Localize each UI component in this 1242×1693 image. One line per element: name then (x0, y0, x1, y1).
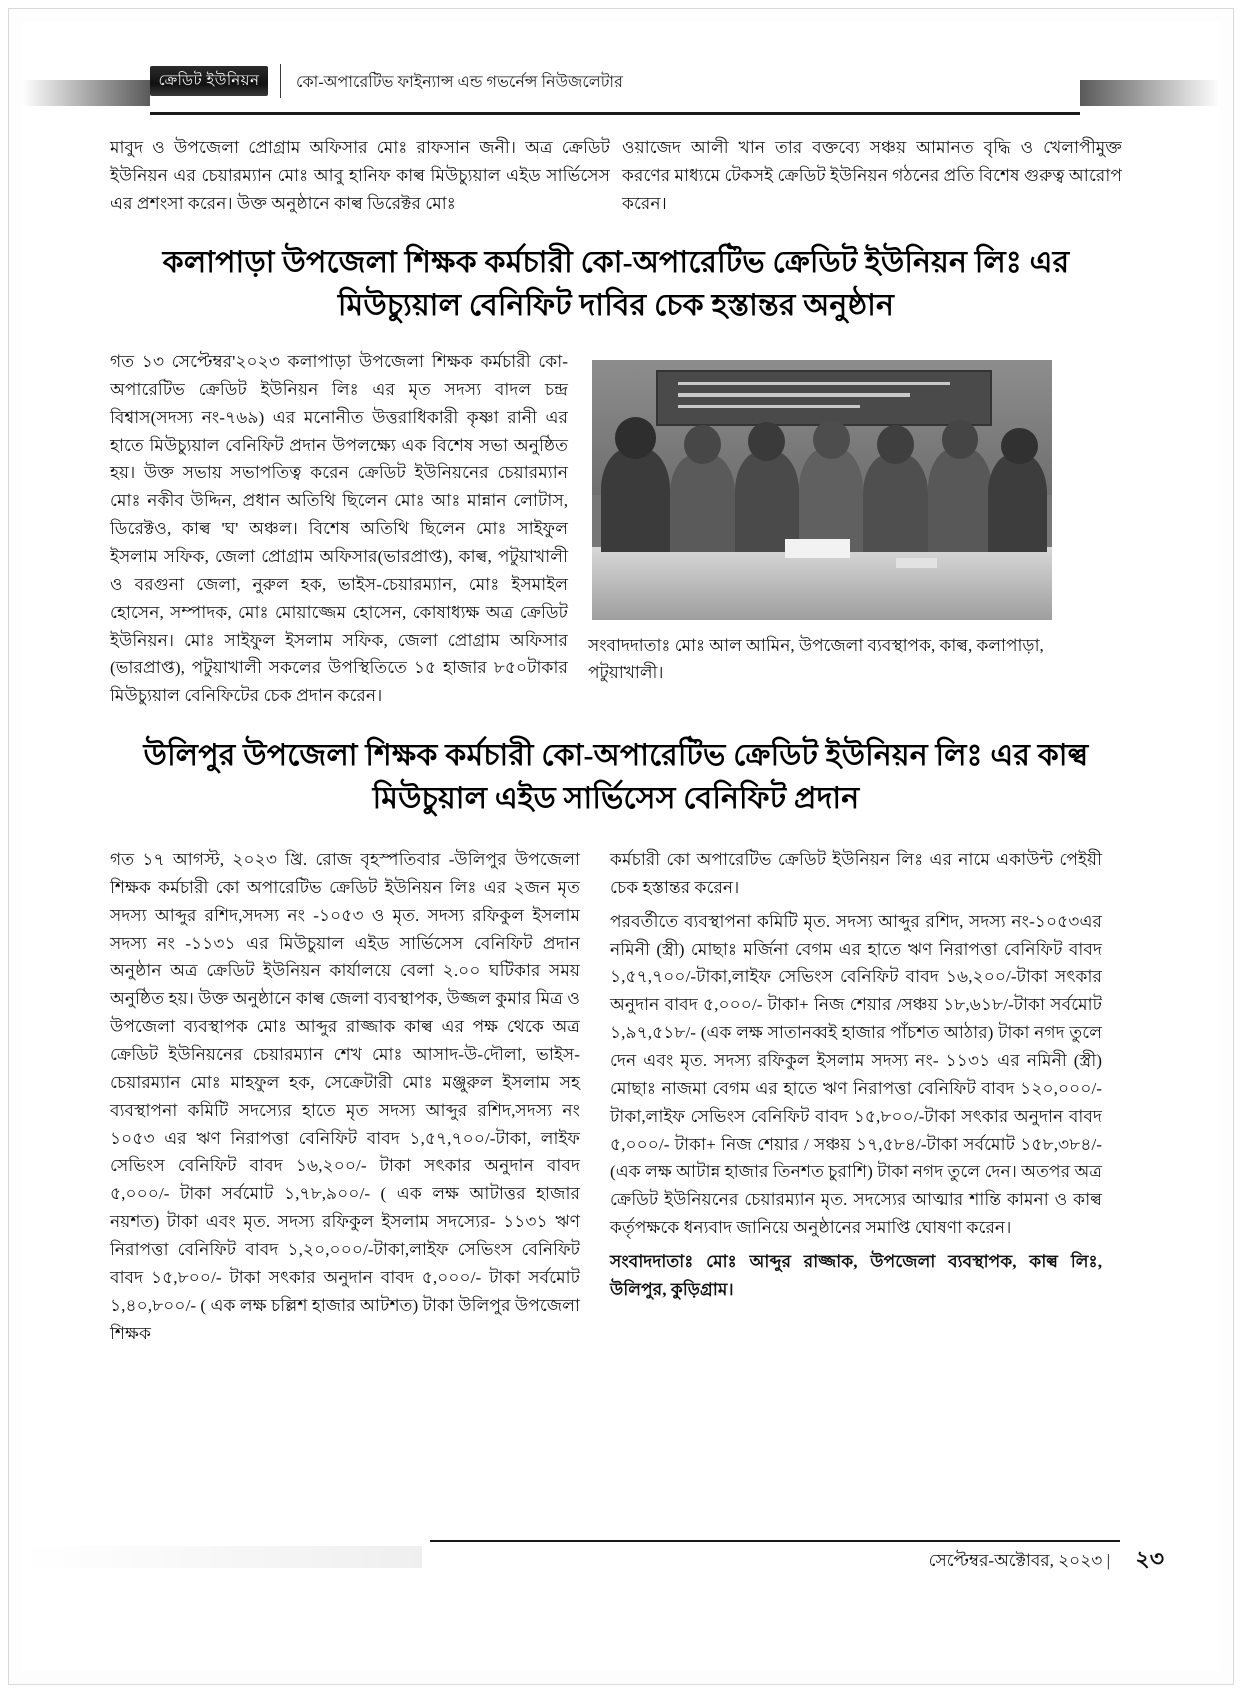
photo-person (670, 454, 734, 553)
banner-line (678, 405, 860, 409)
article1-photo (592, 360, 1052, 620)
article2-right-text-1: কর্মচারী কো অপারেটিভ ক্রেডিট ইউনিয়ন লিঃ এর নামে একাউন্ট পেইয়ী চেক হস্তান্তর করেন। (610, 850, 1102, 897)
footer-issue-label: সেপ্টেম্বর-অক্টোবর, ২০২৩ (928, 1551, 1103, 1570)
photo-cheque (785, 539, 849, 557)
masthead-divider (280, 64, 281, 98)
photo-person-head (684, 425, 721, 464)
photo-person (799, 448, 863, 552)
article2-column-left (110, 846, 580, 1353)
photo-person-head (877, 425, 914, 464)
banner-line (678, 382, 950, 386)
intro-column-left (110, 134, 610, 224)
publication-logo: ক্রেডিট ইউনিয়ন (150, 66, 268, 96)
intro-left-text: মাবুদ ও উপজেলা প্রোগ্রাম অফিসার মোঃ রাফসান জনী। অত্র ক্রেডিট ইউনিয়ন এর চেয়ারম্যান মোঃ আবু হানিফ কাল্ব মিউচ্যুয়াল এইড সার্ভিসেস এর প্রশংসা করেন। উক্ত অনুষ্ঠানে কাল্ব ডিরেক্টর মোঃ (110, 138, 610, 213)
article2-right-text-2: পরবর্তীতে ব্যবস্থাপনা কমিটি মৃত. সদস্য আব্দুর রশিদ, সদস্য নং-১০৫৩এর নমিনী (স্ত্রী) মোছাঃ মর্জিনা বেগম এর হাতে ঋণ নিরাপত্তা বেনিফিট বাবদ ১,৫৭,৭০০/-টাকা,লাইফ সেভিংস বেনিফিট বাবদ ১৬,২০০/-টাকা সৎকার অনুদান বাবদ ৫,০০০/- টাকা+ নিজ শেয়ার /সঞ্চয় ১৮,৬১৮/-টাকা সর্বমোট ১,৯৭,৫১৮/- (এক লক্ষ সাতানব্বই হাজার পাঁচশত আঠার) টাকা নগদ তুলে দেন এবং মৃত. সদস্য রফিকুল ইসলাম সদস্য নং- ১১৩১ এর নমিনী (স্ত্রী) মোছাঃ নাজমা বেগম এর হাতে ঋণ নিরাপত্তা বেনিফিট বাবদ ১২০,০০০/-টাকা,লাইফ সেভিংস বেনিফিট বাবদ ১৫,৮০০/-টাকা সৎকার অনুদান বাবদ ৫,০০০/- টাকা+ নিজ শেয়ার / সঞ্চয় ১৭,৫৮৪/-টাকা সর্বমোট ১৫৮,৩৮৪/- (এক লক্ষ আটান্ন হাজার তিনশত চুরাশি) টাকা নগদ তুলে দেন। অতপর অত্র ক্রেডিট ইউনিয়নের চেয়ারম্যান মৃত. সদস্যের আত্মার শান্তি কামনা ও কাল্ব কর্তৃপক্ষকে ধন্যবাদ জানিয়ে অনুষ্ঠানের সমাপ্তি ঘোষণা করেন। (610, 911, 1102, 1238)
footer-separator: | (1106, 1551, 1110, 1570)
article1-photo-caption: সংবাদদাতাঃ মোঃ আল আমিন, উপজেলা ব্যবস্থাপক, কাল্ব, কলাপাড়া, পটুয়াখালী। (588, 636, 1044, 683)
photo-table (592, 547, 1052, 620)
header-gradient-left (22, 80, 150, 106)
footer-issue-date (929, 1548, 1110, 1576)
article1-body-text: গত ১৩ সেপ্টেম্বর'২০২৩ কলাপাড়া উপজেলা শিক্ষক কর্মচারী কো-অপারেটিভ ক্রেডিট ইউনিয়ন লিঃ এর মৃত সদস্য বাদল চন্দ্র বিশ্বাস(সদস্য নং-৭৬৯) এর মনোনীত উত্তরাধিকারী কৃষ্ণা রানী এর হাতে মিউচ্যুয়াল বেনিফিট প্রদান উপলক্ষ্যে এক বিশেষ সভা অনুষ্ঠিত হয়। উক্ত সভায় সভাপতিত্ব করেন ক্রেডিট ইউনিয়নের চেয়ারম্যান মোঃ নকীব উদ্দিন, প্রধান অতিথি ছিলেন মোঃ আঃ মান্নান লোটাস, ডিরেক্টও, কাল্ব 'ঘ' অঞ্চল। বিশেষ অতিথি ছিলেন মোঃ সাইফুল ইসলাম সফিক, জেলা প্রোগ্রাম অফিসার(ভারপ্রাপ্ত), কাল্ব, পটুয়াখালী ও বরগুনা জেলা, নুরুল হক, ভাইস-চেয়ারম্যান, মোঃ ইসমাইল হোসেন, সম্পাদক, মোঃ মোয়াজ্জেম হোসেন, কোষাধ্যক্ষ অত্র ক্রেডিট ইউনিয়ন। মোঃ সাইফুল ইসলাম সফিক, জেলা প্রোগ্রাম অফিসার (ভারপ্রাপ্ত), পটুয়াখালী সকলের উপস্থিতিতে ১৫ হাজার ৮৫০টাকার মিউচ্যুয়াল বেনিফিটের চেক প্রদান করেন। (110, 352, 568, 706)
footer-rule (430, 1540, 1120, 1542)
article2-byline: সংবাদদাতাঃ মোঃ আব্দুর রাজ্জাক, উপজেলা ব্যবস্থাপক, কাল্ব লিঃ, উলিপুর, কুড়িগ্রাম। (610, 1252, 1102, 1299)
article2-left-text: গত ১৭ আগস্ট, ২০২৩ খ্রি. রোজ বৃহস্পতিবার -উলিপুর উপজেলা শিক্ষক কর্মচারী কো অপারেটিভ ক্রেডিট ইউনিয়ন লিঃ এর ২জন মৃত সদস্য আব্দুর রশিদ,সদস্য নং -১০৫৩ ও মৃত. সদস্য রফিকুল ইসলাম সদস্য নং -১১৩১ এর মিউচুয়াল এইড সার্ভিসেস বেনিফিট প্রদান অনুষ্ঠান অত্র ক্রেডিট ইউনিয়ন কার্যালয়ে বেলা ২.০০ ঘটিকার সময় অনুষ্ঠিত হয়। উক্ত অনুষ্ঠানে কাল্ব জেলা ব্যবস্থাপক, উজ্জল কুমার মিত্র ও উপজেলা ব্যবস্থাপক মোঃ আব্দুর রাজ্জাক কাল্ব এর পক্ষ থেকে অত্র ক্রেডিট ইউনিয়নের চেয়ারম্যান শেখ মোঃ আসাদ-উ-দৌলা, ভাইস-চেয়ারম্যান মোঃ মাহফুল হক, সেক্রেটারী মোঃ মঞ্জুরুল ইসলাম সহ ব্যবস্থাপনা কমিটি সদস্যের হাতে মৃত সদস্য আব্দুর রশিদ,সদস্য নং ১০৫৩ এর ঋণ নিরাপত্তা বেনিফিট বাবদ ১,৫৭,৭০০/-টাকা, লাইফ সেভিংস বেনিফিট বাবদ ১৬,২০০/- টাকা সৎকার অনুদান বাবদ ৫,০০০/- টাকা সর্বমোট ১,৭৮,৯০০/- ( এক লক্ষ আটাত্তর হাজার নয়শত) টাকা এবং মৃত. সদস্য রফিকুল ইসলাম সদস্যের- ১১৩১ ঋণ নিরাপত্তা বেনিফিট বাবদ ১,২০,০০০/-টাকা,লাইফ সেভিংস বেনিফিট বাবদ ১৫,৮০০/- টাকা সৎকার অনুদান বাবদ ৫,০০০/- টাকা সর্বমোট ১,৪০,৮০০/- ( এক লক্ষ চল্লিশ হাজার আটশত) টাকা উলিপুর উপজেলা শিক্ষক (110, 850, 580, 1343)
masthead-rule (150, 112, 1080, 115)
header-gradient-right (1080, 80, 1220, 106)
photo-person (988, 454, 1048, 553)
photo-scene (592, 360, 1052, 620)
intro-right-text: ওয়াজেদ আলী খান তার বক্তব্যে সঞ্চয় আমানত বৃদ্ধি ও খেলাপীমুক্ত করণের মাধ্যমে টেকসই ক্রেডিট ইউনিয়ন গঠনের প্রতি বিশেষ গুরুত্ব আরোপ করেন। (622, 138, 1122, 213)
photo-person-head (615, 417, 656, 459)
photo-person (601, 448, 670, 552)
photo-person-head (942, 420, 979, 459)
article2-headline: উলিপুর উপজেলা শিক্ষক কর্মচারী কো-অপারেটিভ ক্রেডিট ইউনিয়ন লিঃ এর কাল্ব মিউচুয়াল এইড সার্ভিসেস বেনিফিট প্রদান (143, 739, 1089, 815)
photo-person (735, 451, 799, 552)
article1-body-column (110, 348, 568, 716)
masthead-subtitle: কো-অপারেটিভ ফাইন্যান্স এন্ড গভর্নেন্স নিউজলেটার (296, 74, 623, 91)
photo-person-head (1001, 428, 1038, 464)
banner-line (678, 393, 910, 397)
photo-person (928, 448, 992, 552)
footer-gradient (22, 1546, 422, 1568)
intro-column-right (622, 134, 1122, 224)
photo-person-head (813, 420, 850, 459)
article1-headline: কলাপাড়া উপজেলা শিক্ষক কর্মচারী কো-অপারেটিভ ক্রেডিট ইউনিয়ন লিঃ এর মিউচ্যুয়াল বেনিফিট দাবির চেক হস্তান্তর অনুষ্ঠান (162, 246, 1070, 322)
article2-column-right (610, 846, 1102, 1304)
photo-person (863, 454, 927, 553)
photo-banner (656, 370, 991, 426)
masthead (150, 62, 1080, 108)
photo-document (896, 558, 937, 568)
footer-page-number: ২৩ (1135, 1546, 1164, 1571)
